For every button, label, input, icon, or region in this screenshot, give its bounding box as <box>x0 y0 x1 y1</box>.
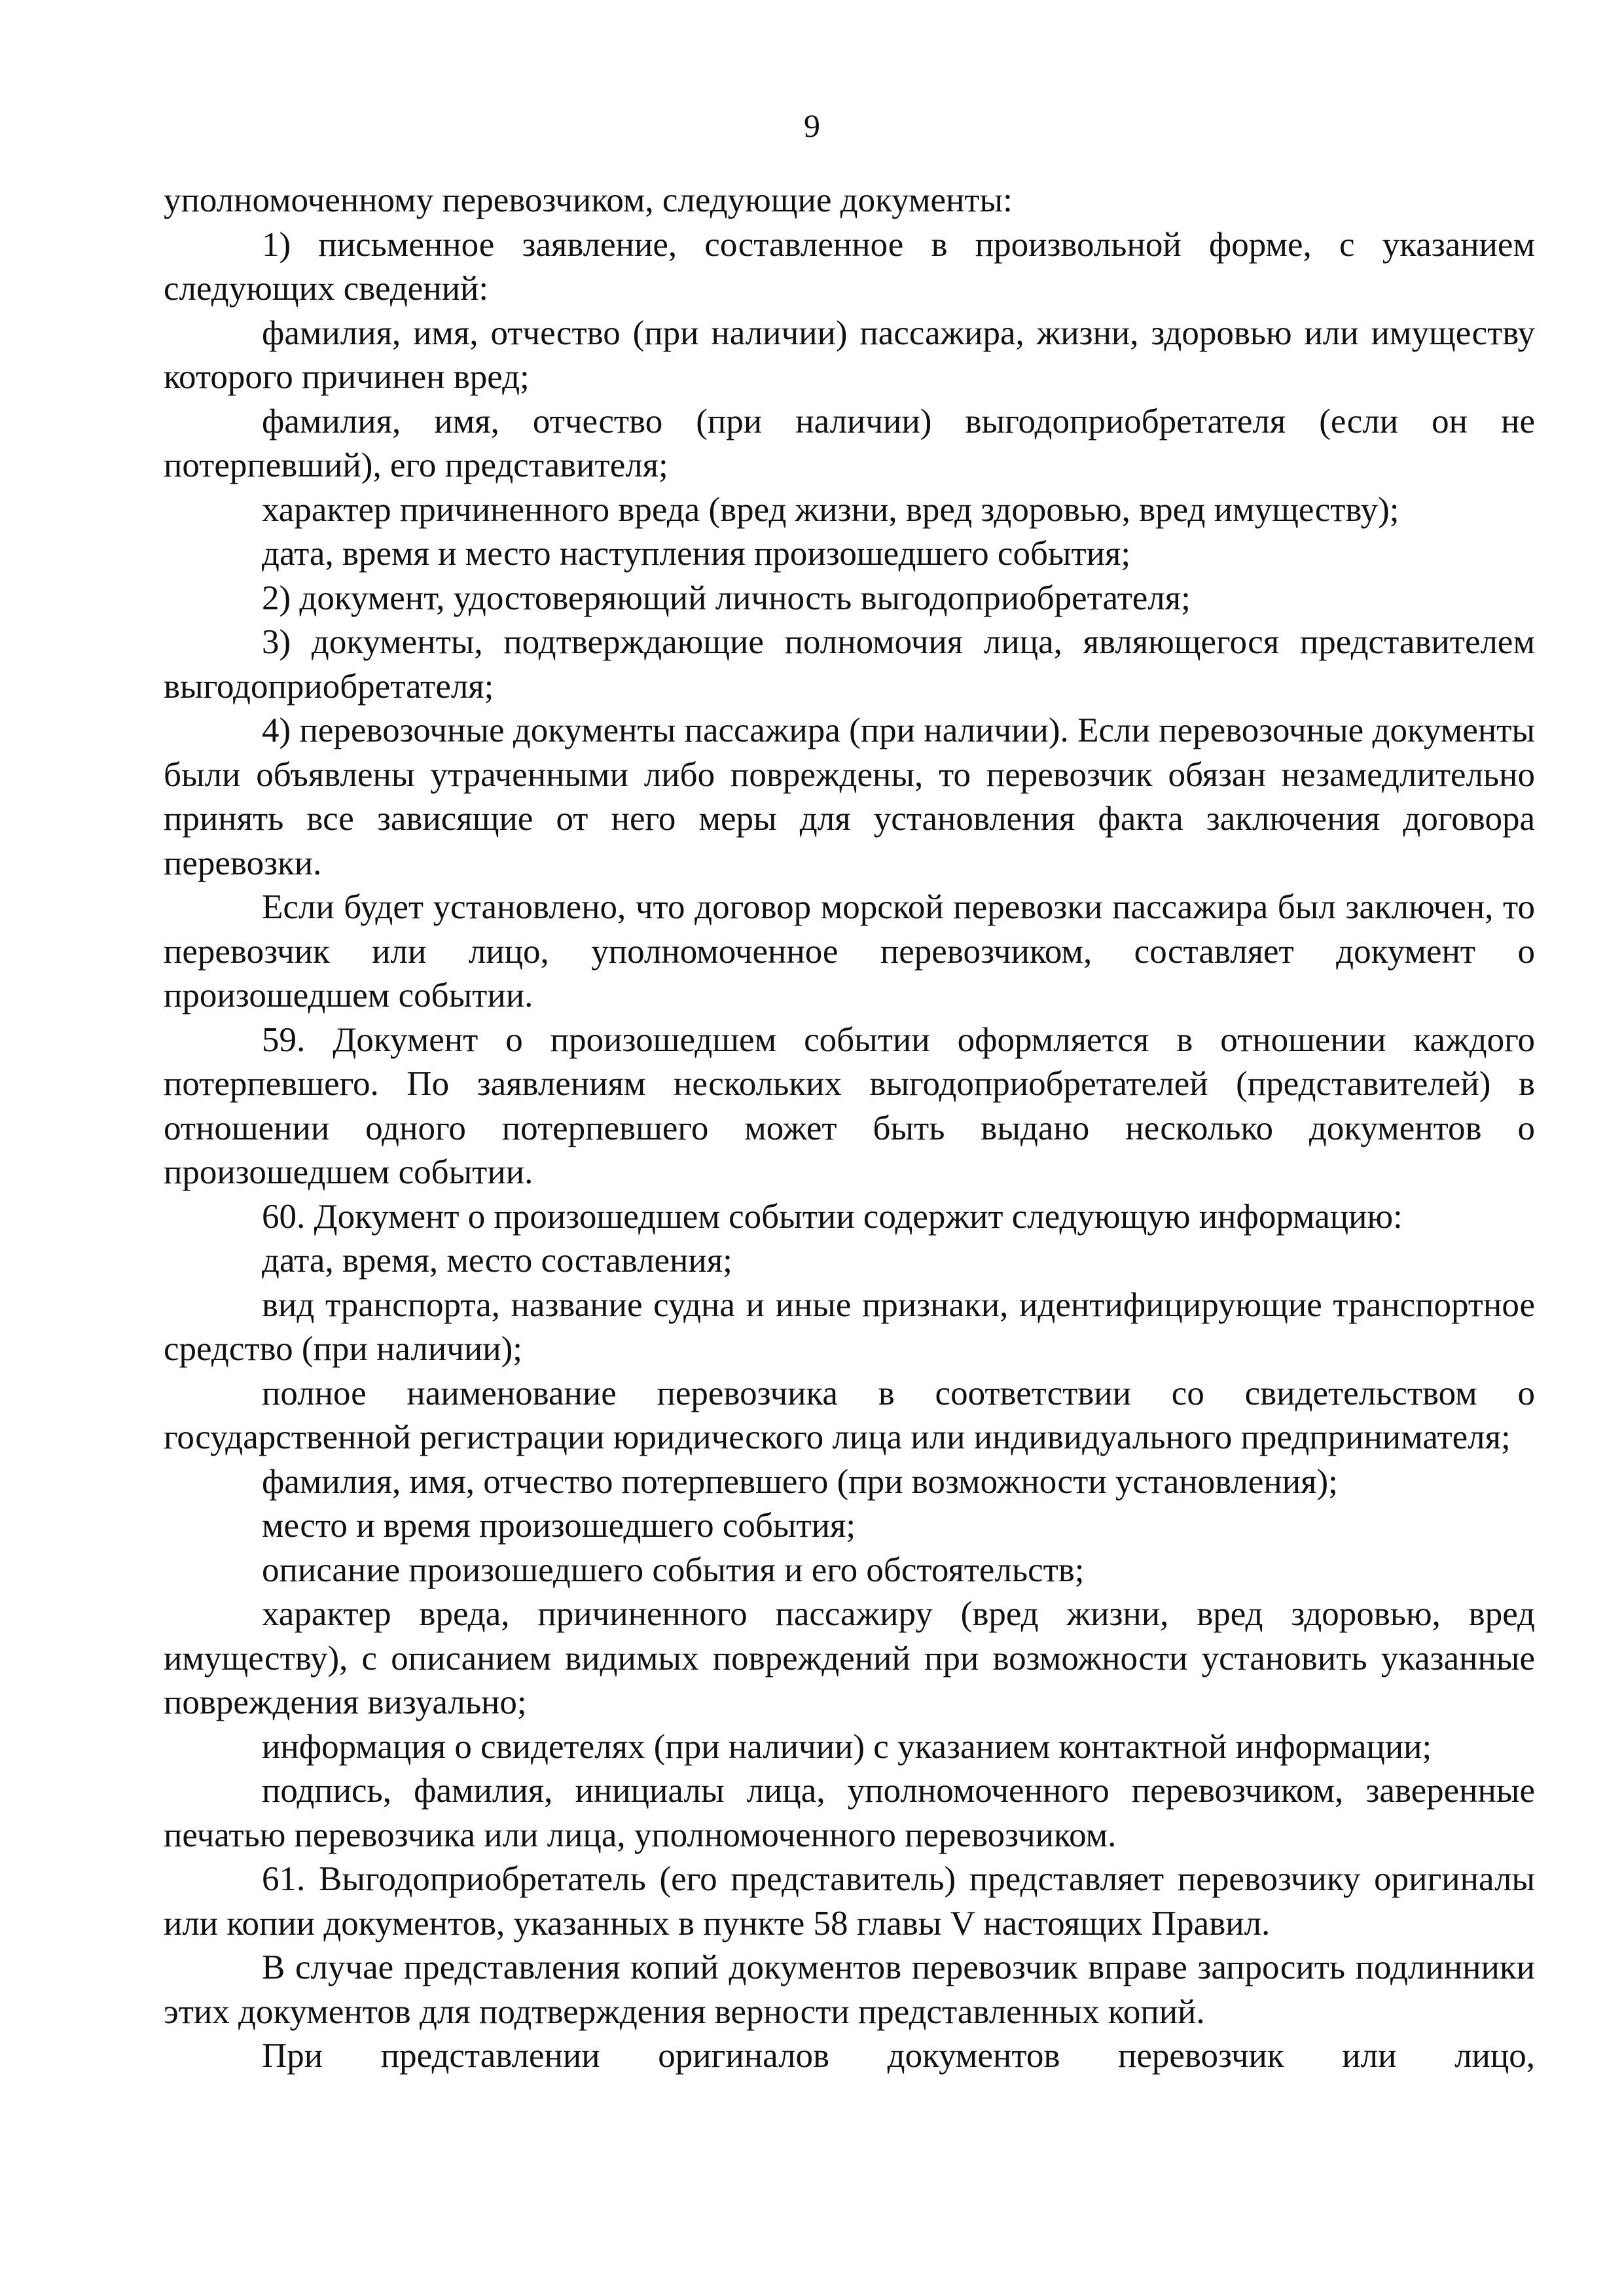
paragraph: 59. Документ о произошедшем событии оформляется в отношении каждого потерпевшего. По заявлениям нескольких выгодоприобретателей (представителей) в отношении одного потерпевшего может быть выдано несколько документов о произошедшем событии. <box>164 1020 1535 1191</box>
paragraph: 60. Документ о произошедшем событии содержит следующую информацию: <box>262 1197 1403 1236</box>
paragraph: 1) письменное заявление, составленное в произвольной форме, с указанием следующих сведений: <box>164 225 1535 308</box>
paragraph: место и время произошедшего события; <box>262 1507 856 1545</box>
paragraph: вид транспорта, название судна и иные признаки, идентифицирующие транспортное средство (при наличии); <box>164 1285 1535 1368</box>
paragraph: фамилия, имя, отчество (при наличии) выгодоприобретателя (если он не потерпевший), его представителя; <box>164 402 1535 484</box>
page-number: 9 <box>804 107 820 144</box>
paragraph: дата, время и место наступления произошедшего события; <box>262 535 1131 573</box>
paragraph: Если будет установлено, что договор морской перевозки пассажира был заключен, то перевозчик или лицо, уполномоченное перевозчиком, составляет документ о произошедшем событии. <box>164 888 1535 1014</box>
paragraph: 61. Выгодоприобретатель (его представитель) представляет перевозчику оригиналы или копии документов, указанных в пункте 58 главы V настоящих Правил. <box>164 1860 1535 1943</box>
paragraph: уполномоченному перевозчиком, следующие документы: <box>164 181 1013 219</box>
document-body <box>164 179 1535 2079</box>
paragraph: фамилия, имя, отчество потерпевшего (при возможности установления); <box>262 1462 1338 1501</box>
paragraph: 4) перевозочные документы пассажира (при наличии). Если перевозочные документы были объявлены утраченными либо повреждены, то перевозчик обязан незамедлительно принять все зависящие от него меры для установления факта заключения договора перевозки. <box>164 711 1535 882</box>
paragraph: подпись, фамилия, инициалы лица, уполномоченного перевозчиком, заверенные печатью перевозчика или лица, уполномоченного перевозчиком. <box>164 1772 1535 1854</box>
paragraph: информация о свидетелях (при наличии) с указанием контактной информации; <box>262 1727 1432 1766</box>
paragraph: При представлении оригиналов документов перевозчик или лицо, <box>262 2037 1535 2075</box>
paragraph: В случае представления копий документов перевозчик вправе запросить подлинники этих документов для подтверждения верности представленных копий. <box>164 1948 1535 2031</box>
paragraph: характер вреда, причиненного пассажиру (вред жизни, вред здоровью, вред имуществу), с описанием видимых повреждений при возможности установить указанные повреждения визуально; <box>164 1595 1535 1721</box>
paragraph: дата, время, место составления; <box>262 1242 732 1280</box>
paragraph: 3) документы, подтверждающие полномочия лица, являющегося представителем выгодоприобретателя; <box>164 623 1535 706</box>
paragraph: полное наименование перевозчика в соответствии со свидетельством о государственной регистрации юридического лица или индивидуального предпринимателя; <box>164 1374 1535 1456</box>
paragraph: описание произошедшего события и его обстоятельств; <box>262 1551 1085 1589</box>
paragraph: характер причиненного вреда (вред жизни, вред здоровью, вред имуществу); <box>262 490 1399 529</box>
paragraph: фамилия, имя, отчество (при наличии) пассажира, жизни, здоровью или имуществу которого причинен вред; <box>164 314 1535 396</box>
paragraph: 2) документ, удостоверяющий личность выгодоприобретателя; <box>262 579 1191 617</box>
